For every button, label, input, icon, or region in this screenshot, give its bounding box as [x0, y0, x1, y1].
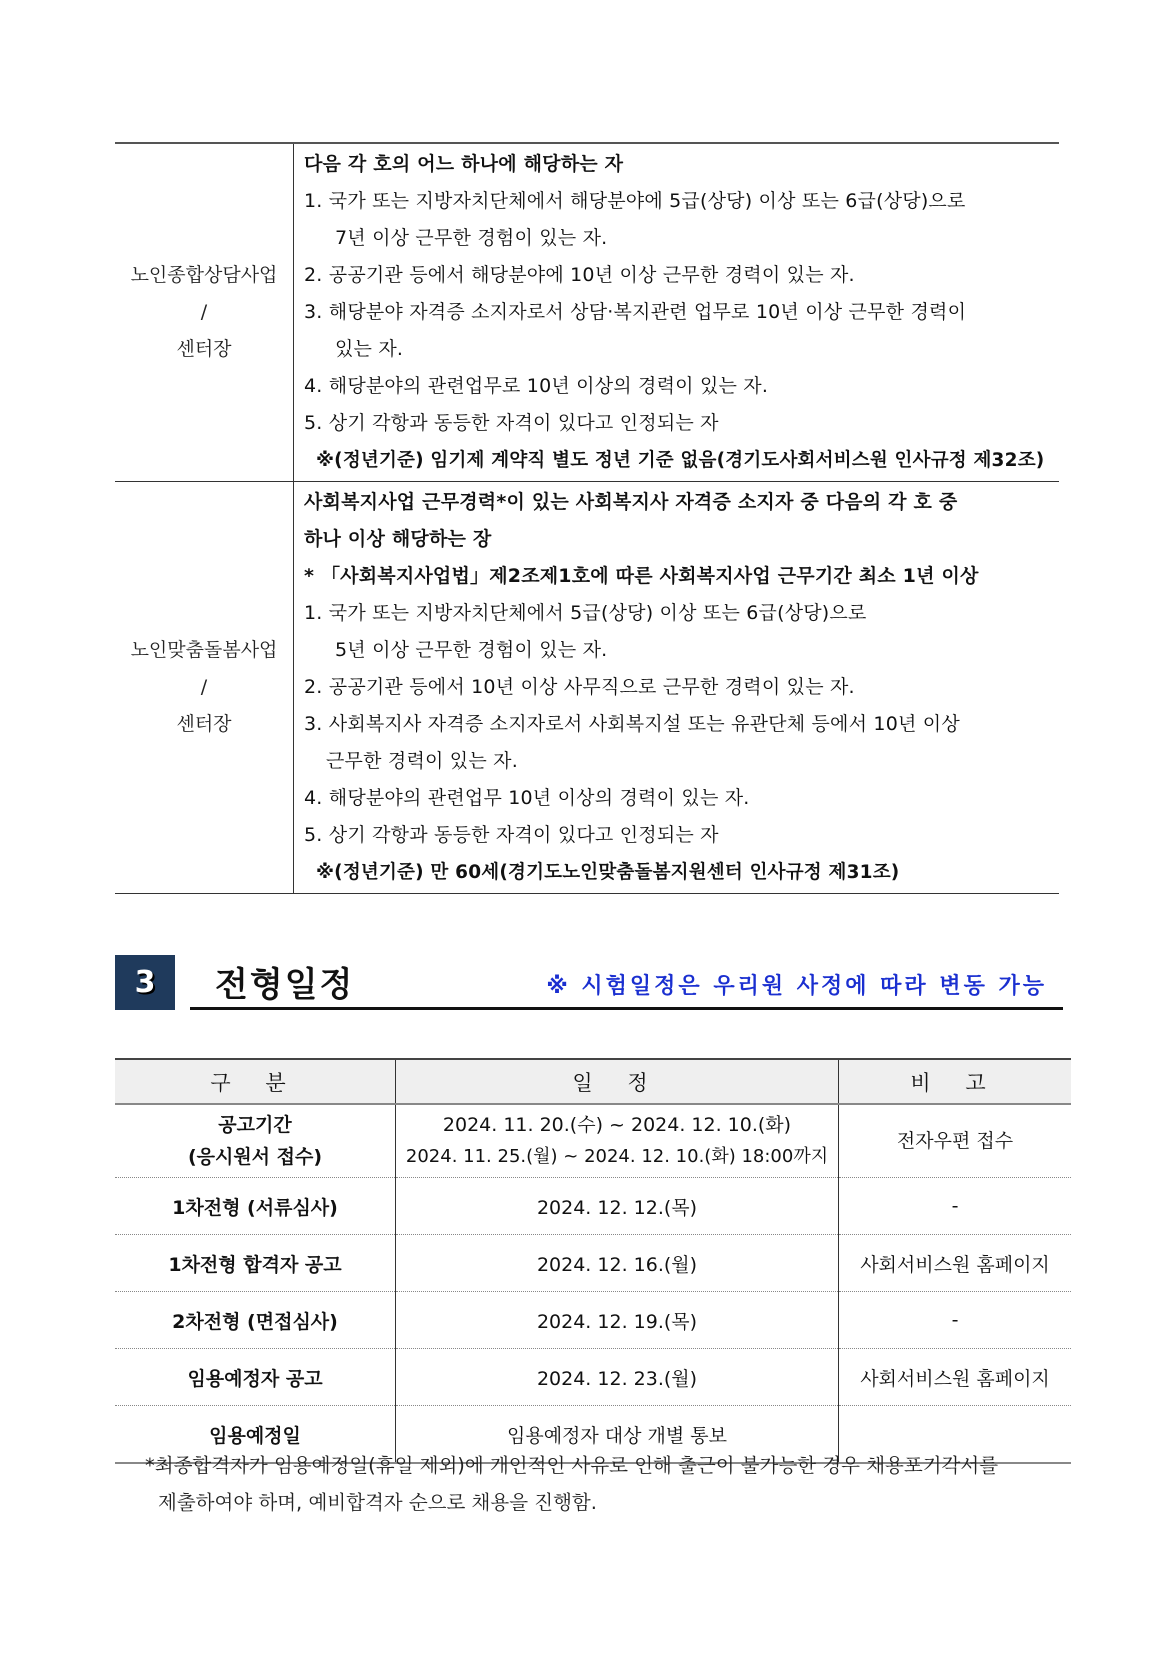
- position-title: 센터장: [176, 713, 232, 735]
- qualification-item: 5. 상기 각항과 동등한 자격이 있다고 인정되는 자: [304, 412, 719, 434]
- schedule-row: [115, 1349, 1071, 1406]
- retirement-note: ※(정년기준) 임기제 계약직 별도 정년 기준 없음(경기도사회서비스원 인사규정 제32조): [316, 450, 1045, 471]
- position-label: [115, 143, 294, 482]
- qualification-item: 5. 상기 각항과 동등한 자격이 있다고 인정되는 자: [304, 824, 719, 846]
- section-heading: [115, 955, 1065, 1010]
- header-category: 구 분: [115, 1059, 396, 1104]
- qualification-body: [294, 143, 1060, 482]
- qualification-item: 2. 공공기관 등에서 10년 이상 사무직으로 근무한 경력이 있는 자.: [304, 676, 855, 698]
- retirement-note: ※(정년기준) 만 60세(경기도노인맞춤돌봄지원센터 인사규정 제31조): [316, 862, 900, 883]
- qualification-intro: 다음 각 호의 어느 하나에 해당하는 자: [304, 153, 624, 175]
- footnote-line: 제출하여야 하며, 예비합격자 순으로 채용을 진행함.: [158, 1491, 597, 1514]
- schedule-date: 임용예정자 대상 개별 통보: [396, 1406, 839, 1464]
- footnote: [145, 1447, 1065, 1521]
- section-underline: [190, 1007, 1063, 1010]
- schedule-row: [115, 1292, 1071, 1349]
- qualification-intro: 하나 이상 해당하는 장: [304, 528, 492, 550]
- position-name: 노인맞춤돌봄사업: [130, 639, 278, 661]
- schedule-date: 2024. 12. 16.(월): [396, 1235, 839, 1292]
- schedule-row: [115, 1178, 1071, 1235]
- qualification-item-cont: 7년 이상 근무한 경험이 있는 자.: [335, 227, 608, 249]
- schedule-category: 임용예정일: [115, 1406, 396, 1464]
- category-line: (응시원서 접수): [187, 1146, 323, 1168]
- schedule-remark: -: [839, 1178, 1072, 1235]
- header-remark: 비 고: [839, 1059, 1072, 1104]
- schedule-category: 임용예정자 공고: [115, 1349, 396, 1406]
- position-slash: /: [200, 676, 208, 698]
- position-name: 노인종합상담사업: [130, 264, 278, 286]
- section-note: ※ 시험일정은 우리원 사정에 따라 변동 가능: [546, 974, 1047, 999]
- qualification-item-cont: 5년 이상 근무한 경험이 있는 자.: [335, 639, 608, 661]
- qualification-item: 3. 사회복지사 자격증 소지자로서 사회복지설 또는 유관단체 등에서 10년 이상: [304, 713, 960, 735]
- header-schedule: 일 정: [396, 1059, 839, 1104]
- schedule-date: 2024. 12. 12.(목): [396, 1178, 839, 1235]
- position-label: [115, 482, 294, 894]
- schedule-header-row: [115, 1059, 1071, 1104]
- qualification-body: [294, 482, 1060, 894]
- category-line: 공고기간: [218, 1114, 292, 1136]
- position-slash: /: [200, 301, 208, 323]
- schedule-table: [115, 1058, 1071, 1464]
- section-title: 전형일정: [215, 965, 355, 1005]
- qualification-intro: 사회복지사업 근무경력*이 있는 사회복지사 자격증 소지자 중 다음의 각 호 중: [304, 491, 958, 513]
- qualification-item: 3. 해당분야 자격증 소지자로서 상담·복지관련 업무로 10년 이상 근무한 경력이: [304, 301, 967, 323]
- schedule-category: 1차전형 합격자 공고: [115, 1235, 396, 1292]
- qualification-item: 1. 국가 또는 지방자치단체에서 해당분야에 5급(상당) 이상 또는 6급(상당)으로: [304, 190, 966, 212]
- date-line: 2024. 11. 20.(수) ~ 2024. 12. 10.(화): [442, 1114, 792, 1136]
- schedule-row: [115, 1235, 1071, 1292]
- schedule-row: [115, 1104, 1071, 1178]
- schedule-date: 2024. 12. 23.(월): [396, 1349, 839, 1406]
- qualification-item: 4. 해당분야의 관련업무 10년 이상의 경력이 있는 자.: [304, 787, 750, 809]
- schedule-date: 2024. 12. 19.(목): [396, 1292, 839, 1349]
- qualification-item: 1. 국가 또는 지방자치단체에서 5급(상당) 이상 또는 6급(상당)으로: [304, 602, 867, 624]
- schedule-date: [396, 1104, 839, 1178]
- schedule-remark: 전자우편 접수: [896, 1130, 1014, 1152]
- position-title: 센터장: [176, 338, 232, 360]
- qualification-item: 4. 해당분야의 관련업무로 10년 이상의 경력이 있는 자.: [304, 375, 769, 397]
- schedule-category: 2차전형 (면접심사): [115, 1292, 396, 1349]
- section-number-badge: 3: [115, 955, 175, 1010]
- qualification-table: [115, 142, 1059, 894]
- qualification-intro-note: * 「사회복지사업법」제2조제1호에 따른 사회복지사업 근무기간 최소 1년 이상: [304, 565, 979, 587]
- schedule-remark: 사회서비스원 홈페이지: [839, 1349, 1072, 1406]
- schedule-category: [115, 1104, 396, 1178]
- schedule-remark: -: [839, 1292, 1072, 1349]
- footnote-line: *최종합격자가 임용예정일(휴일 제외)에 개인적인 사유로 인해 출근이 불가능한 경우 채용포기각서를: [145, 1454, 999, 1477]
- schedule-category: 1차전형 (서류심사): [115, 1178, 396, 1235]
- schedule-remark: 사회서비스원 홈페이지: [839, 1235, 1072, 1292]
- qualification-row: [115, 482, 1059, 894]
- qualification-item-cont: 근무한 경력이 있는 자.: [326, 750, 518, 772]
- qualification-item: 2. 공공기관 등에서 해당분야에 10년 이상 근무한 경력이 있는 자.: [304, 264, 855, 286]
- qualification-item-cont: 있는 자.: [335, 338, 404, 360]
- qualification-row: [115, 143, 1059, 482]
- date-line: 2024. 11. 25.(월) ~ 2024. 12. 10.(화) 18:00까지: [405, 1146, 829, 1167]
